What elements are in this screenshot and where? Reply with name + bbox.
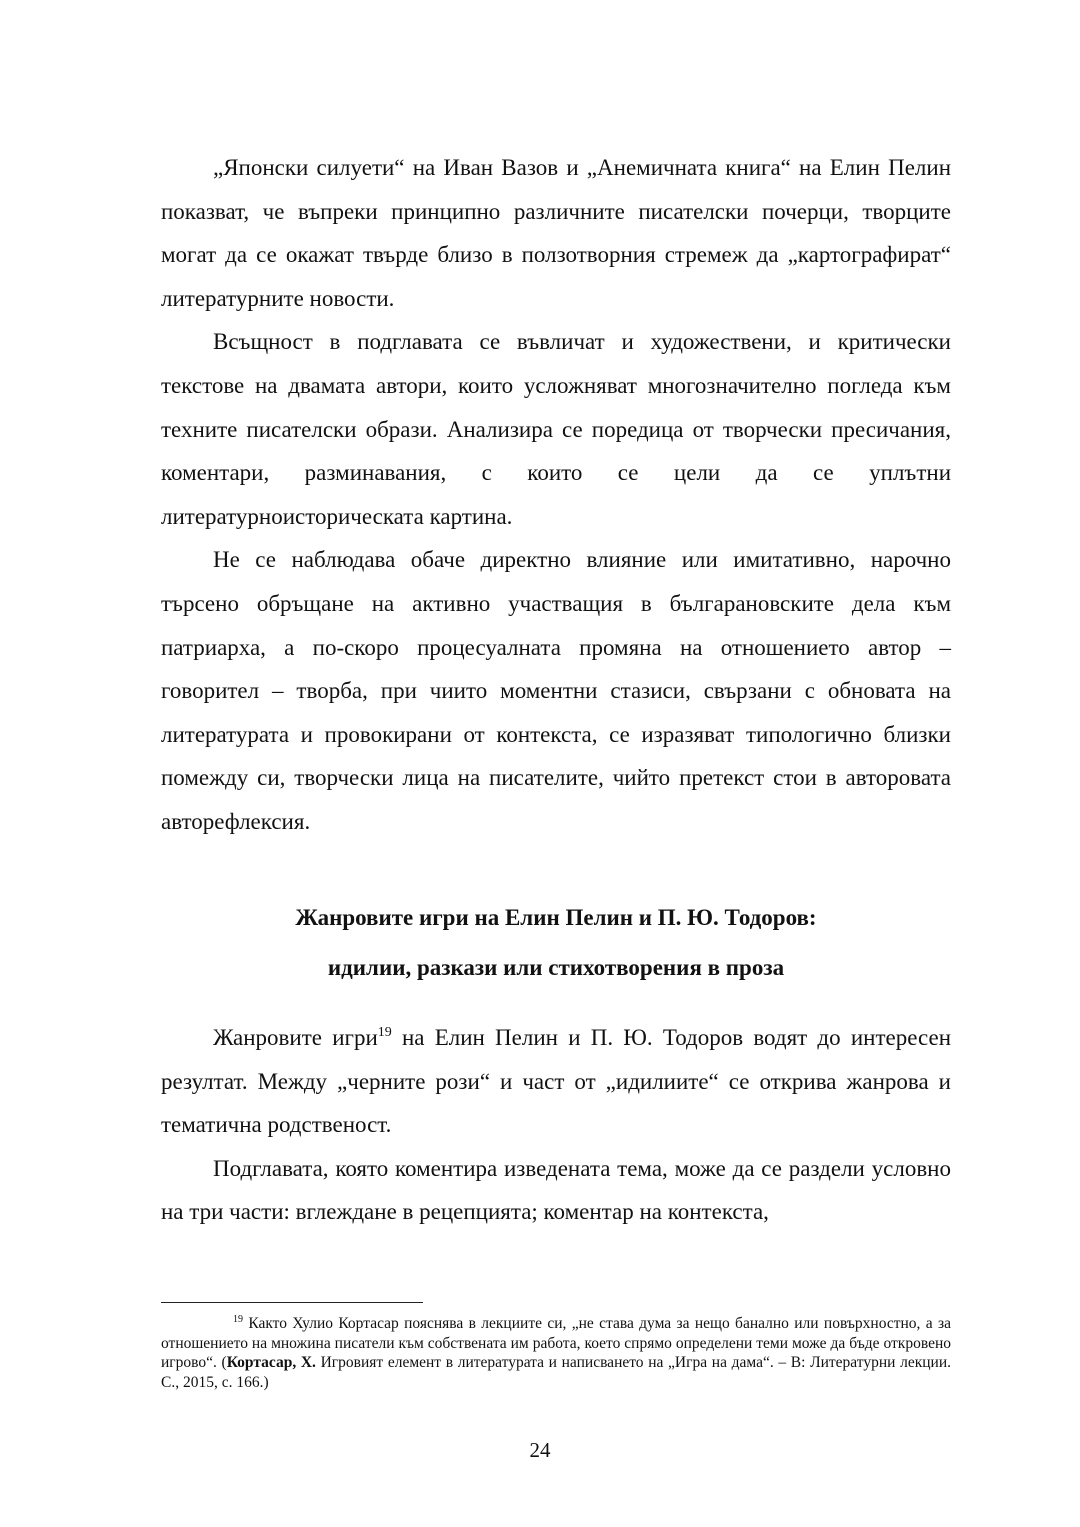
footnote-number: 19	[233, 1314, 243, 1325]
footnote-reference[interactable]: 19	[377, 1025, 392, 1040]
paragraph-4	[161, 1016, 951, 1147]
paragraph-1: „Японски силуети“ на Иван Вазов и „Анемичната книга“ на Елин Пелин показват, че въпреки принципно различните писателски почерци, творците могат да се окажат твърде близо в ползотворния стремеж да „картографират“ литературните новости.	[161, 155, 951, 311]
body-text-top	[161, 146, 951, 844]
paragraph-4-start: Жанровите игри	[213, 1025, 378, 1050]
section-heading-line-1: Жанровите игри на Елин Пелин и П. Ю. Тодоров:	[295, 905, 817, 930]
section-heading-line-2: идилии, разкази или стихотворения в проза	[327, 955, 785, 980]
paragraph-5: Подглавата, която коментира изведената тема, може да се раздели условно на три части: вглеждане в рецепцията; коментар на контекста,	[161, 1155, 951, 1225]
paragraph-2: Всъщност в подглавата се въвличат и художествени, и критически текстове на двамата автори, които усложняват многозначително погледа към техните писателски образи. Анализира се поредица от творчески пресичания, коментари, разминавания, с които се цели да се уплътни литературноисторическата картина.	[161, 329, 951, 529]
page-number: 24	[529, 1438, 551, 1462]
footnote-text-start: Както Хулио Кортасар пояснява в лекциите си, „не става дума за нещо банално или повърхностно, а за отношението на множина писатели към собствената им работа, което спрямо определени теми може да бъде откровено игрово“. (	[161, 1315, 951, 1371]
footnote-author: Кортасар, Х.	[226, 1354, 316, 1371]
section-heading	[161, 893, 951, 993]
footnote-separator	[161, 1302, 423, 1303]
paragraph-4-rest: на Елин Пелин и П. Ю. Тодоров водят до интересен резултат. Между „черните рози“ и част от „идилиите“ се открива жанрова и тематична родственост.	[161, 1025, 952, 1138]
footnote-text-end: Игровият елемент в литературата и написването на „Игра на дама“. – В: Литературни лекции. С., 2015, с. 166.)	[161, 1354, 952, 1391]
paragraph-3: Не се наблюдава обаче директно влияние или имитативно, нарочно търсено обръщане на активно участващия в българановските дела към патриарха, а по-скоро процесуалната промяна на отношението автор – говорител – творба, при чиито моментни стазиси, свързани с обновата на литературата и провокирани от контекста, се изразяват типологично близки помежду си, творчески лица на писателите, чийто претекст стои в авторовата авторефлексия.	[161, 547, 951, 834]
footnote-19	[161, 1314, 951, 1392]
body-text-bottom	[161, 1016, 951, 1234]
